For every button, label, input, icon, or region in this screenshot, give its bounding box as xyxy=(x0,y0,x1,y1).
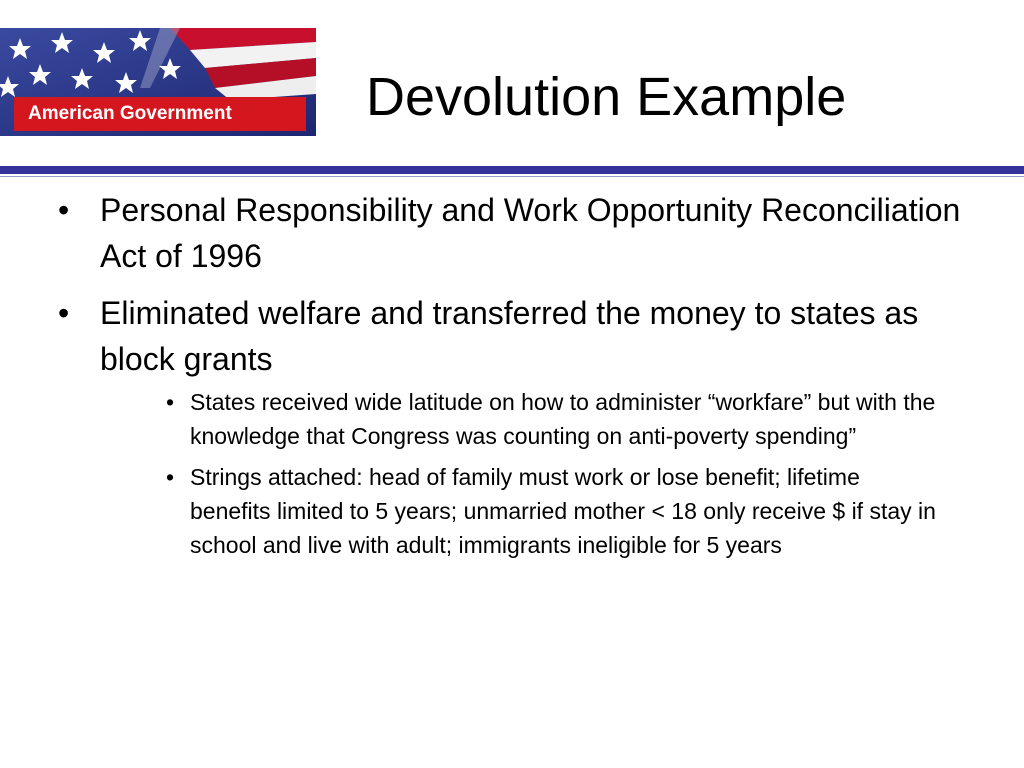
sub-bullet-text: Strings attached: head of family must work or lose benefit; lifetime benefits limited to 5 years; unmarried mother < 18 only receive $ if stay in school and live with adult; immigrants ineligible for 5 years xyxy=(190,464,936,558)
bullet-icon: • xyxy=(58,295,70,331)
title-divider-thin xyxy=(0,176,1024,177)
bullet-text: Eliminated welfare and transferred the money to states as block grants xyxy=(100,295,919,377)
sub-bullet-icon: • xyxy=(166,464,175,490)
bullet-text: Personal Responsibility and Work Opportunity Reconciliation Act of 1996 xyxy=(100,192,961,274)
sub-bullet-icon: • xyxy=(166,389,175,415)
sub-bullet-item xyxy=(166,385,936,453)
sub-bullet-item xyxy=(166,460,936,562)
course-label: American Government xyxy=(14,97,306,131)
title-divider xyxy=(0,166,1024,174)
bullet-icon: • xyxy=(58,192,70,228)
bullet-list xyxy=(58,187,978,573)
american-flag-banner xyxy=(0,28,316,136)
bullet-item xyxy=(58,187,978,279)
bullet-item xyxy=(58,290,978,562)
sub-bullet-text: States received wide latitude on how to administer “workfare” but with the knowledge that Congress was counting on anti-poverty spending” xyxy=(190,389,936,449)
sub-bullet-list xyxy=(166,385,936,562)
slide-title: Devolution Example xyxy=(366,67,847,127)
